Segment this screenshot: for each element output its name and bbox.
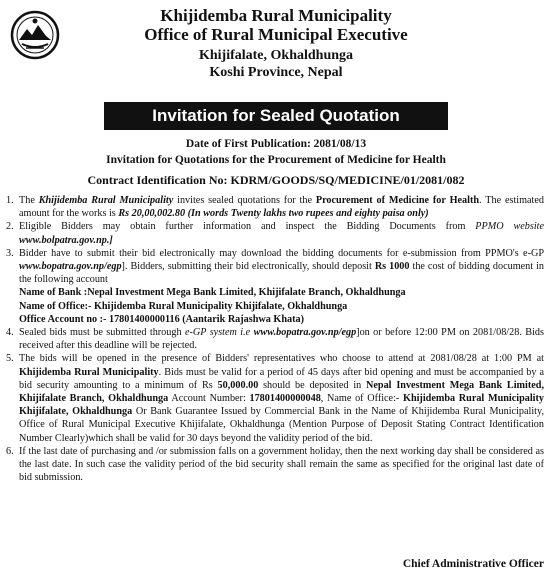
list-item: 4. Sealed bids must be submitted through e-GP system i.e www.bopatra.gov.np/egp]on or before 12:00 PM on 2081/08/28. Bids received after this deadline will be rejected. — [6, 327, 544, 352]
list-item: 3. Bidder have to submit their bid electronically may download the bidding documents for e-submission from PPMO's e-GP www.bopatra.gov.np/egp]. Bidders, submitting their bid electronically, should deposit Rs 1000 the cost of bidding document in the following account Name of Bank :Nepal Investment Mega Bank Limited, Khijifalate Branch, Okhaldhunga Name of Office:- Khijidemba Rural Municipality Khijifalate, Okhaldhunga Office Account no :- 17801400000116 (Aantarik Rajashwa Khata) — [6, 247, 544, 325]
office-account-name: Name of Office:- Khijidemba Rural Municipality Khijifalate, Okhaldhunga — [19, 300, 348, 312]
notice-meta — [0, 136, 552, 188]
publication-date: Date of First Publication: 2081/08/13 — [185, 138, 367, 150]
office-location: Khijifalate, Okhaldhunga — [198, 48, 354, 64]
list-item: 2. Eligible Bidders may obtain further information and inspect the Bidding Documents from PPMO website www.bolpatra.gov.np.] — [6, 221, 544, 246]
letterhead — [0, 0, 552, 100]
list-item: 5. The bids will be opened in the presence of Bidders' representatives who choose to attend at 2081/08/28 at 1:00 PM at Khijidemba Rural Municipality. Bids must be valid for a period of 45 days after bid opening and must be accompanied by a bid security amounting to a minimum of Rs 50,000.00 should be deposited in Nepal Investment Mega Bank Limited, Khijifalate Branch, Okhaldhunga Account Number: 17801400000048, Name of Office:- Khijidemba Rural Municipality Khijifalate, Okhaldhunga Or Bank Guarantee Issued by Commercial Bank in the Name of Khijidemba Rural Municipality, Office of Rural Municipal Executive Khijifalate, Okhaldhunga (Mention Purpose of Deposit Stating Contract Identification Number Clearly)which shall be valid for 30 days beyond the validity period of the bid. — [6, 353, 544, 444]
signatory-title: Chief Administrative Officer — [402, 558, 544, 570]
bank-name: Name of Bank :Nepal Investment Mega Bank Limited, Khijifalate Branch, Okhaldhunga — [19, 287, 406, 299]
ppmo-website-link[interactable]: www.bolpatra.gov.np.] — [19, 234, 113, 246]
notice-items-list — [6, 194, 544, 484]
municipality-name: Khijidemba Rural Municipality — [160, 6, 392, 25]
municipality-emblem-icon — [10, 10, 60, 60]
notice-subject: Invitation for Quotations for the Procurement of Medicine for Health — [106, 154, 446, 166]
office-name: Office of Rural Municipal Executive — [144, 25, 408, 45]
office-account-number: Office Account no :- 17801400000116 (Aantarik Rajashwa Khata) — [19, 313, 304, 325]
list-item: 1. The Khijidemba Rural Municipality invites sealed quotations for the Procurement of Medicine for Health. The estimated amount for the works is Rs 20,00,002.80 (In words Twenty lakhs two rupees and eighty paisa only) — [6, 195, 545, 220]
egp-link[interactable]: www.bopatra.gov.np/egp — [19, 261, 122, 273]
notice-title-banner: Invitation for Sealed Quotation — [104, 102, 448, 130]
contract-identification: Contract Identification No: KDRM/GOODS/SQ/MEDICINE/01/2081/082 — [87, 173, 465, 187]
province-country: Koshi Province, Nepal — [209, 64, 343, 80]
egp-submission-link[interactable]: www.bopatra.gov.np/egp — [253, 327, 357, 339]
list-item: 6. If the last date of purchasing and /or submission falls on a government holiday, then the next working day shall be considered as the last date. In such case the validity period of the bid security shall remain the same as specified for the original last date of bid submission. — [6, 445, 544, 484]
